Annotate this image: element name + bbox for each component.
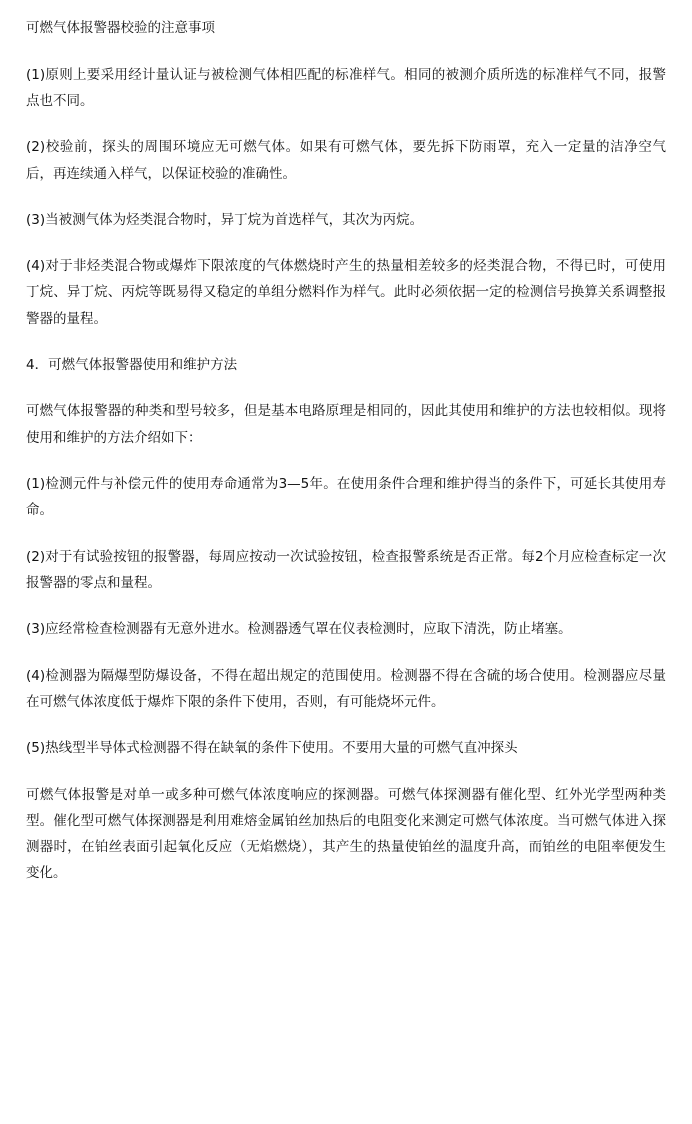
section-heading-4: 4．可燃气体报警器使用和维护方法 (26, 357, 238, 374)
paragraph-1: (1)原则上要采用经计量认证与被检测气体相匹配的标准样气。相同的被测介质所选的标准样气不同，报警点也不同。 (26, 66, 666, 109)
paragraph-8: (3)应经常检查检测器有无意外进水。检测器透气罩在仪表检测时，应取下清洗，防止堵塞。 (26, 621, 572, 638)
paragraph-6: (1)检测元件与补偿元件的使用寿命通常为3—5年。在使用条件合理和维护得当的条件下，可延长其使用寿命。 (26, 476, 666, 519)
paragraph-5: 可燃气体报警器的种类和型号较多，但是基本电路原理是相同的，因此其使用和维护的方法也较相似。现将使用和维护的方法介绍如下： (26, 403, 666, 446)
paragraph-9: (4)检测器为隔爆型防爆设备，不得在超出规定的范围使用。检测器不得在含硫的场合使用。检测器应尽量在可燃气体浓度低于爆炸下限的条件下使用，否则，有可能烧坏元件。 (26, 667, 666, 710)
paragraph-2: (2)校验前，探头的周围环境应无可燃气体。如果有可燃气体，要先拆下防雨罩，充入一定量的洁净空气后，再连续通入样气，以保证校验的准确性。 (26, 139, 666, 182)
paragraph-10: (5)热线型半导体式检测器不得在缺氧的条件下使用。不要用大量的可燃气直冲探头 (26, 740, 518, 757)
paragraph-3: (3)当被测气体为烃类混合物时，异丁烷为首选样气，其次为丙烷。 (26, 211, 424, 228)
paragraph-7: (2)对于有试验按钮的报警器，每周应按动一次试验按钮，检查报警系统是否正常。每2个月应检查标定一次报警器的零点和量程。 (26, 548, 666, 591)
paragraph-11: 可燃气体报警是对单一或多种可燃气体浓度响应的探测器。可燃气体探测器有催化型、红外光学型两种类型。催化型可燃气体探测器是利用难熔金属铂丝加热后的电阻变化来测定可燃气体浓度。当可燃气体进入探测器时，在铂丝表面引起氧化反应（无焰燃烧），其产生的热量使铂丝的温度升高，而铂丝的电阻率便发生变化。 (26, 786, 666, 882)
page-title: 可燃气体报警器校验的注意事项 (26, 20, 215, 36)
paragraph-4: (4)对于非烃类混合物或爆炸下限浓度的气体燃烧时产生的热量相差较多的烃类混合物，不得已时，可使用丁烷、异丁烷、丙烷等既易得又稳定的单组分燃料作为样气。此时必须依据一定的检测信号换算关系调整报警器的量程。 (26, 258, 666, 327)
